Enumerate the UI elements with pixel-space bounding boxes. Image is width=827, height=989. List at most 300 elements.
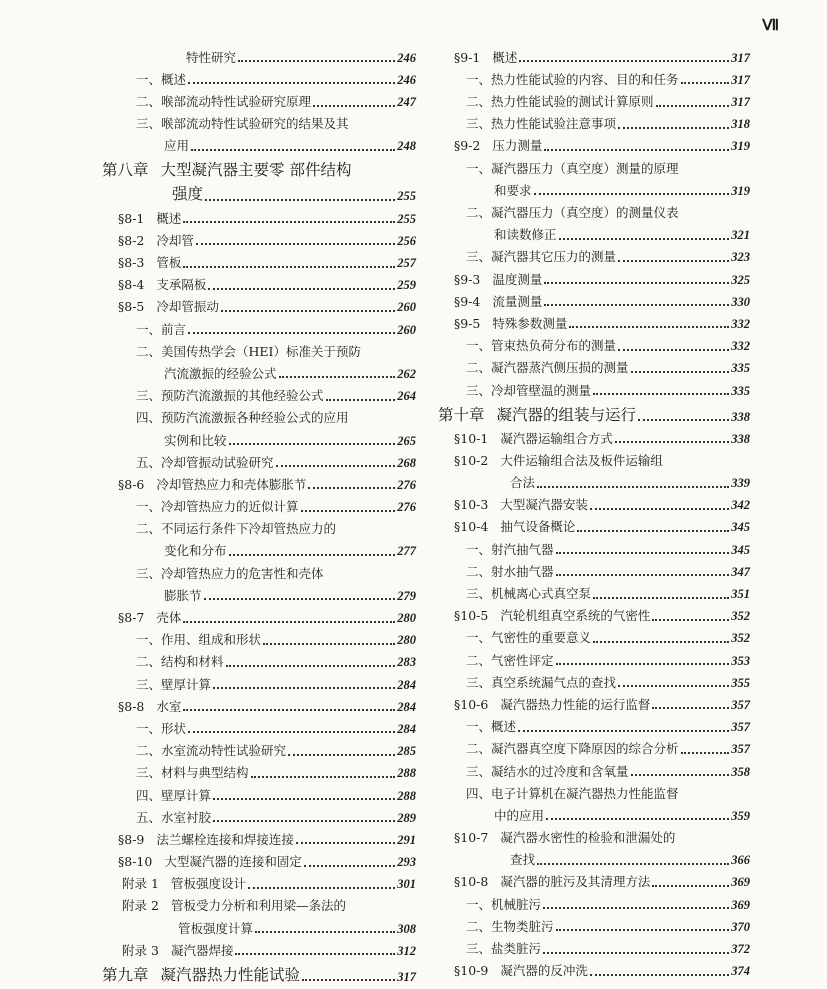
- toc-entry-title: 热力性能试验的测试计算原则: [491, 94, 654, 110]
- toc-entry-title: 水室: [156, 698, 182, 714]
- toc-entry-number: 三、: [466, 586, 492, 601]
- toc-entry-page: 301: [397, 877, 416, 892]
- toc-entry-page: 317: [731, 50, 750, 65]
- toc-entry-number: 一、: [466, 896, 492, 912]
- toc-entry-title: 热力性能试验注意事项: [491, 116, 617, 132]
- toc-entry-title: 预防汽流激振的其他经验公式: [161, 388, 324, 404]
- toc-entry-title: 概述: [492, 49, 518, 65]
- toc-entry: [438, 911, 750, 933]
- dot-leader: [235, 952, 395, 955]
- dot-leader: [302, 978, 395, 981]
- toc-entry-title: 射汽抽气器: [491, 541, 554, 557]
- toc-entry-page: 265: [397, 433, 416, 448]
- toc-entry-title: 法兰螺栓连接和焊接连接: [156, 831, 294, 847]
- dot-leader: [593, 640, 729, 643]
- dot-leader: [618, 259, 729, 262]
- toc-entry: [96, 869, 416, 891]
- toc-entry-number: §8-1: [118, 210, 145, 226]
- toc-entry-page: 352: [731, 631, 750, 646]
- toc-entry-number: §10-5: [454, 608, 489, 624]
- toc-entry: [438, 734, 750, 756]
- toc-entry-number: §10-1: [454, 430, 489, 446]
- toc-entry: [96, 491, 416, 513]
- dot-leader: [534, 192, 730, 195]
- toc-entry: [96, 758, 416, 780]
- toc-entry-number: 三、: [466, 382, 492, 398]
- toc-entry-number: 五、: [136, 454, 162, 470]
- toc-entry-title: 凝汽器蒸汽侧压损的测量: [491, 360, 629, 376]
- toc-entry-number: 一、: [466, 541, 492, 557]
- toc-entry-page: 335: [731, 383, 750, 398]
- toc-entry-title: 凝汽器压力（真空度）测量的原理: [491, 160, 679, 176]
- dot-leader: [577, 529, 729, 532]
- toc-entry: [438, 578, 750, 600]
- toc-entry-number: 一、: [136, 632, 162, 648]
- toc-entry-number: §9-3: [454, 271, 481, 287]
- toc-entry-number: 一、: [466, 719, 492, 735]
- toc-entry-title: 凝汽器水密性的检验和泄漏处的: [500, 830, 676, 846]
- toc-entry-title: 美国传热学会（HEI）标准关于预防: [161, 343, 361, 359]
- toc-entry-number: 二、: [466, 918, 492, 934]
- toc-entry-page: 353: [731, 653, 750, 668]
- dot-leader: [226, 664, 396, 667]
- toc-entry: [96, 913, 416, 935]
- dot-leader: [326, 398, 396, 401]
- toc-entry-title: 真空系统漏气点的查找: [491, 674, 617, 690]
- toc-entry-title: 电子计算机在凝汽器热力性能监督: [491, 785, 679, 801]
- dot-leader: [183, 265, 395, 268]
- toc-entry-number: 一、: [466, 160, 492, 176]
- toc-entry: [438, 800, 750, 822]
- toc-entry-page: 288: [397, 766, 416, 781]
- toc-entry: [438, 889, 750, 911]
- toc-entry: [96, 735, 416, 757]
- toc-entry-title: 管束热负荷分布的测量: [491, 338, 617, 354]
- toc-entry-title: 凝汽器的脏污及其清理方法: [500, 874, 651, 890]
- dot-leader: [593, 596, 729, 599]
- toc-entry-title: 和要求: [494, 182, 532, 198]
- toc-entry: [438, 845, 750, 867]
- dot-leader: [652, 706, 729, 709]
- toc-entry-page: 308: [397, 921, 416, 936]
- dot-leader: [205, 198, 395, 201]
- toc-entry-page: 262: [397, 366, 416, 381]
- toc-entry-number: 二、: [466, 205, 492, 220]
- toc-entry: [96, 846, 416, 868]
- toc-entry: [96, 780, 416, 802]
- toc-entry-number: 三、: [466, 941, 492, 956]
- toc-entry: [438, 601, 750, 623]
- toc-entry-page: 257: [397, 256, 416, 270]
- toc-entry: [96, 514, 416, 536]
- toc-entry-number: §10-4: [454, 519, 489, 535]
- toc-entry-number: 一、: [466, 338, 492, 354]
- toc-entry-number: 三、: [136, 676, 162, 692]
- dot-leader: [313, 104, 395, 107]
- dot-leader: [296, 841, 395, 844]
- toc-entry: [96, 131, 416, 153]
- dot-leader: [556, 573, 730, 576]
- toc-entry-title: 射水抽气器: [491, 563, 554, 579]
- toc-entry-page: 355: [731, 675, 750, 690]
- toc-entry-title: 概述: [156, 210, 182, 226]
- dot-leader: [213, 686, 395, 689]
- toc-entry-page: 276: [397, 477, 416, 492]
- toc-entry: [438, 445, 750, 467]
- dot-leader: [537, 862, 729, 865]
- toc-entry: [96, 336, 416, 358]
- toc-entry-number: §10-6: [454, 696, 489, 712]
- toc-entry-page: 288: [397, 788, 416, 803]
- dot-leader: [279, 375, 396, 378]
- toc-entry-page: 291: [397, 832, 416, 847]
- toc-entry-number: §8-4: [118, 277, 145, 293]
- toc-entry-number: §8-6: [118, 476, 145, 492]
- toc-entry: [438, 197, 750, 219]
- toc-entry-title: 变化和分布: [164, 543, 227, 559]
- dot-leader: [618, 684, 729, 687]
- dot-leader: [248, 886, 395, 889]
- toc-entry-number: 第九章: [102, 965, 149, 984]
- toc-entry-number: 二、: [136, 343, 162, 359]
- toc-entry-number: 四、: [136, 410, 162, 426]
- toc-entry-title: 壁厚计算: [161, 676, 212, 692]
- toc-entry-number: 附录 1: [122, 876, 159, 892]
- toc-entry: [96, 425, 416, 447]
- toc-entry: [438, 153, 750, 175]
- toc-entry-title: 喉部流动特性试验研究的结果及其: [161, 116, 349, 132]
- toc-entry: [96, 247, 416, 269]
- toc-chapter-entry: [96, 153, 416, 179]
- toc-entry: [96, 536, 416, 558]
- toc-entry-title: 凝结水的过冷度和含氧量: [491, 763, 629, 779]
- dot-leader: [631, 773, 730, 776]
- toc-entry-page: 357: [731, 697, 750, 712]
- toc-entry-page: 357: [731, 742, 750, 757]
- toc-entry: [438, 220, 750, 242]
- toc-entry: [96, 292, 416, 314]
- dot-leader: [681, 751, 730, 754]
- dot-leader: [652, 618, 729, 621]
- dot-leader: [288, 753, 395, 756]
- toc-entry: [96, 824, 416, 846]
- toc-entry-number: §10-7: [454, 830, 489, 846]
- toc-entry: [438, 423, 750, 445]
- toc-entry-page: 268: [397, 455, 416, 470]
- toc-entry-title: 气密性评定: [491, 652, 554, 668]
- toc-entry-title: 冷却管振动试验研究: [161, 454, 274, 470]
- toc-entry-page: 317: [731, 72, 750, 87]
- toc-entry: [96, 691, 416, 713]
- dot-leader: [213, 797, 395, 800]
- toc-entry-page: 357: [731, 720, 750, 735]
- toc-entry-page: 318: [731, 117, 750, 132]
- toc-entry-title: 凝汽器焊接: [170, 942, 234, 958]
- toc-entry-number: 三、: [136, 565, 162, 581]
- toc-entry: [96, 270, 416, 292]
- toc-entry: [438, 756, 750, 778]
- toc-entry: [96, 647, 416, 669]
- dot-leader: [618, 126, 729, 129]
- toc-entry-title: 壳体: [156, 610, 182, 625]
- toc-entry-page: 372: [731, 942, 750, 956]
- toc-entry-page: 366: [731, 853, 750, 868]
- toc-entry: [438, 330, 750, 352]
- dot-leader: [221, 309, 395, 312]
- toc-entry-page: 332: [731, 316, 750, 331]
- toc-entry-number: 附录 2: [122, 898, 159, 914]
- toc-entry-number: 一、: [136, 499, 162, 515]
- toc-entry-title: 盐类脏污: [491, 941, 542, 956]
- toc-chapter-entry: [96, 957, 416, 983]
- toc-entry-number: 二、: [466, 360, 492, 376]
- toc-entry-number: §10-3: [454, 497, 489, 513]
- toc-entry: [96, 42, 416, 64]
- toc-entry-title: 概述: [161, 71, 187, 87]
- dot-leader: [188, 331, 395, 334]
- dot-leader: [229, 442, 396, 445]
- dot-leader: [656, 104, 730, 107]
- toc-entry-title: 管板强度设计: [170, 876, 246, 892]
- toc-entry-number: 五、: [136, 809, 162, 825]
- dot-leader: [631, 370, 730, 373]
- toc-entry: [96, 447, 416, 469]
- toc-entry-title: 压力测量: [492, 138, 543, 154]
- toc-entry-title: 不同运行条件下冷却管热应力的: [161, 521, 337, 537]
- toc-entry-page: 338: [731, 409, 750, 424]
- toc-entry-number: 三、: [466, 249, 492, 265]
- toc-entry-title: 合法: [510, 475, 536, 491]
- toc-entry: [438, 933, 750, 955]
- toc-entry-number: 第十章: [438, 405, 485, 424]
- toc-entry-number: 三、: [136, 765, 162, 781]
- toc-entry-number: §10-2: [454, 452, 489, 468]
- toc-entry: [438, 956, 750, 978]
- toc-entry-title: 中的应用: [494, 807, 545, 823]
- toc-entry-page: 312: [397, 943, 416, 958]
- toc-entry-title: 特殊参数测量: [492, 315, 568, 331]
- toc-entry-title: 抽气设备概论: [500, 519, 576, 535]
- dot-leader: [308, 486, 395, 489]
- toc-entry-page: 284: [397, 699, 416, 714]
- toc-entry: [96, 179, 416, 203]
- dot-leader: [238, 59, 395, 62]
- toc-entry-number: 四、: [136, 787, 162, 803]
- toc-entry-page: 325: [731, 272, 750, 287]
- toc-entry: [438, 822, 750, 844]
- toc-entry-page: 256: [397, 233, 416, 248]
- toc-entry-page: 280: [397, 633, 416, 648]
- toc-entry-title: 气密性的重要意义: [491, 630, 592, 646]
- toc-entry-number: 三、: [466, 674, 492, 690]
- toc-entry: [438, 286, 750, 308]
- dot-leader: [276, 464, 396, 467]
- toc-entry: [438, 645, 750, 667]
- dot-leader: [556, 662, 730, 665]
- toc-entry-title: 喉部流动特性试验研究原理: [161, 94, 312, 110]
- dot-leader: [543, 906, 729, 909]
- dot-leader: [681, 81, 730, 84]
- toc-entry: [438, 131, 750, 153]
- dot-leader: [183, 220, 395, 223]
- dot-leader: [191, 148, 395, 151]
- toc-entry-page: 374: [731, 964, 750, 979]
- toc-entry-title: 凝汽器真空度下降原因的综合分析: [491, 741, 679, 757]
- toc-entry-page: 319: [731, 183, 750, 198]
- toc-entry-page: 370: [731, 919, 750, 934]
- dot-leader: [590, 973, 729, 976]
- toc-entry-page: 342: [731, 498, 750, 513]
- toc-entry-title: 结构和材料: [161, 654, 224, 670]
- toc-entry-title: 水室流动特性试验研究: [161, 743, 287, 759]
- toc-entry-number: §9-2: [454, 138, 481, 154]
- toc-entry-title: 冷却管: [156, 232, 194, 248]
- toc-entry-page: 345: [731, 542, 750, 557]
- toc-entry-number: 三、: [466, 116, 492, 132]
- toc-entry: [438, 689, 750, 711]
- toc-entry-title: 冷却管壁温的测量: [491, 382, 592, 398]
- toc-entry-page: 335: [731, 361, 750, 376]
- toc-entry-title: 前言: [161, 321, 187, 337]
- toc-entry-title: 预防汽流激振各种经验公式的应用: [161, 410, 349, 426]
- toc-entry: [96, 380, 416, 402]
- dot-leader: [590, 507, 729, 510]
- dot-leader: [304, 864, 395, 867]
- toc-entry-page: 248: [397, 139, 416, 154]
- toc-entry-title: 实例和比较: [164, 432, 227, 448]
- toc-entry-title: 和读数修正: [494, 227, 557, 243]
- toc-entry-number: 一、: [136, 720, 162, 736]
- toc-entry-title: 流量测量: [492, 293, 543, 309]
- dot-leader: [544, 148, 729, 151]
- toc-entry: [438, 242, 750, 264]
- toc-entry-page: 289: [397, 810, 416, 825]
- toc-entry-page: 332: [731, 339, 750, 354]
- dot-leader: [519, 59, 729, 62]
- toc-entry: [96, 64, 416, 86]
- dot-leader: [208, 287, 395, 290]
- toc-entry-number: §8-7: [118, 610, 145, 625]
- toc-entry-page: 255: [397, 211, 416, 226]
- dot-leader: [255, 930, 395, 933]
- toc-entry-page: 280: [397, 611, 416, 625]
- toc-entry-number: 四、: [466, 785, 492, 801]
- toc-entry-number: 二、: [466, 563, 492, 579]
- dot-leader: [544, 281, 729, 284]
- dot-leader: [188, 730, 395, 733]
- toc-entry: [96, 358, 416, 380]
- toc-entry-page: 260: [397, 300, 416, 315]
- toc-entry: [96, 625, 416, 647]
- dot-leader: [204, 597, 396, 600]
- toc-entry-page: 264: [397, 389, 416, 404]
- toc-entry-number: §10-8: [454, 874, 489, 890]
- toc-entry-title: 生物类脏污: [491, 918, 554, 934]
- toc-entry-page: 317: [397, 969, 416, 984]
- toc-entry: [438, 467, 750, 489]
- toc-entry-title: 大件运输组合法及板件运输组: [500, 452, 663, 468]
- toc-entry-page: 277: [397, 544, 416, 559]
- toc-entry-title: 形状: [161, 720, 187, 736]
- toc-entry-number: 附录 3: [122, 942, 159, 958]
- dot-leader: [569, 325, 729, 328]
- toc-right-column: [438, 42, 750, 978]
- toc-entry: [96, 891, 416, 913]
- page-number: Ⅶ: [762, 18, 779, 34]
- toc-entry-page: 323: [731, 250, 750, 265]
- toc-entry-page: 259: [397, 278, 416, 293]
- toc-entry-page: 347: [731, 564, 750, 579]
- toc-entry-page: 276: [397, 500, 416, 515]
- dot-leader: [229, 553, 396, 556]
- toc-entry-number: §9-4: [454, 293, 481, 309]
- toc-entry-page: 359: [731, 808, 750, 823]
- toc-entry-title: 凝汽器运输组合方式: [500, 430, 613, 446]
- toc-left-column: [96, 42, 416, 983]
- toc-entry-title: 冷却管热应力的近似计算: [161, 499, 299, 515]
- toc-entry-title: 机械离心式真空泵: [491, 586, 592, 601]
- toc-entry-number: 二、: [136, 654, 162, 670]
- toc-entry-title: 概述: [491, 719, 517, 735]
- toc-entry-title: 凝汽器压力（真空度）的测量仪表: [491, 205, 679, 220]
- toc-entry-number: 一、: [136, 71, 162, 87]
- toc-entry-title: 支承隔板: [156, 277, 207, 293]
- toc-entry-page: 284: [397, 721, 416, 736]
- toc-entry-page: 321: [731, 228, 750, 243]
- toc-entry-page: 246: [397, 72, 416, 87]
- toc-entry-title: 机械脏污: [491, 896, 542, 912]
- dot-leader: [263, 642, 395, 645]
- toc-entry-title: 管板受力分析和利用梁—条法的: [170, 898, 346, 914]
- dot-leader: [518, 729, 729, 732]
- toc-entry-page: 369: [731, 897, 750, 912]
- toc-entry-number: 一、: [466, 71, 492, 87]
- toc-entry-title: 汽轮机组真空系统的气密性: [500, 608, 651, 624]
- toc-entry: [438, 42, 750, 64]
- toc-entry: [96, 109, 416, 131]
- dot-leader: [544, 303, 729, 306]
- toc-entry-title: 凝汽器的组装与运行: [496, 405, 637, 424]
- toc-entry: [96, 713, 416, 735]
- toc-entry: [438, 778, 750, 800]
- toc-entry-title: 凝汽器其它压力的测量: [491, 249, 617, 265]
- toc-entry-number: 三、: [466, 763, 492, 779]
- toc-entry-page: 339: [731, 476, 750, 491]
- toc-entry: [438, 556, 750, 578]
- toc-entry-number: 一、: [136, 321, 162, 337]
- toc-entry: [96, 86, 416, 108]
- toc-entry-number: §9-1: [454, 49, 481, 65]
- toc-entry-title: 汽流激振的经验公式: [164, 365, 277, 381]
- toc-entry: [96, 225, 416, 247]
- toc-entry: [96, 580, 416, 602]
- toc-entry: [96, 314, 416, 336]
- dot-leader: [559, 237, 730, 240]
- dot-leader: [537, 485, 729, 488]
- dot-leader: [546, 817, 729, 820]
- toc-entry-number: §8-5: [118, 299, 145, 315]
- toc-entry: [438, 711, 750, 733]
- toc-entry-number: 二、: [466, 94, 492, 110]
- toc-entry-number: 三、: [136, 116, 162, 132]
- toc-entry: [96, 602, 416, 624]
- toc-entry: [438, 667, 750, 689]
- toc-entry-page: 260: [397, 322, 416, 337]
- toc-entry: [438, 86, 750, 108]
- dot-leader: [251, 775, 396, 778]
- dot-leader: [615, 440, 729, 443]
- toc-entry: [96, 669, 416, 691]
